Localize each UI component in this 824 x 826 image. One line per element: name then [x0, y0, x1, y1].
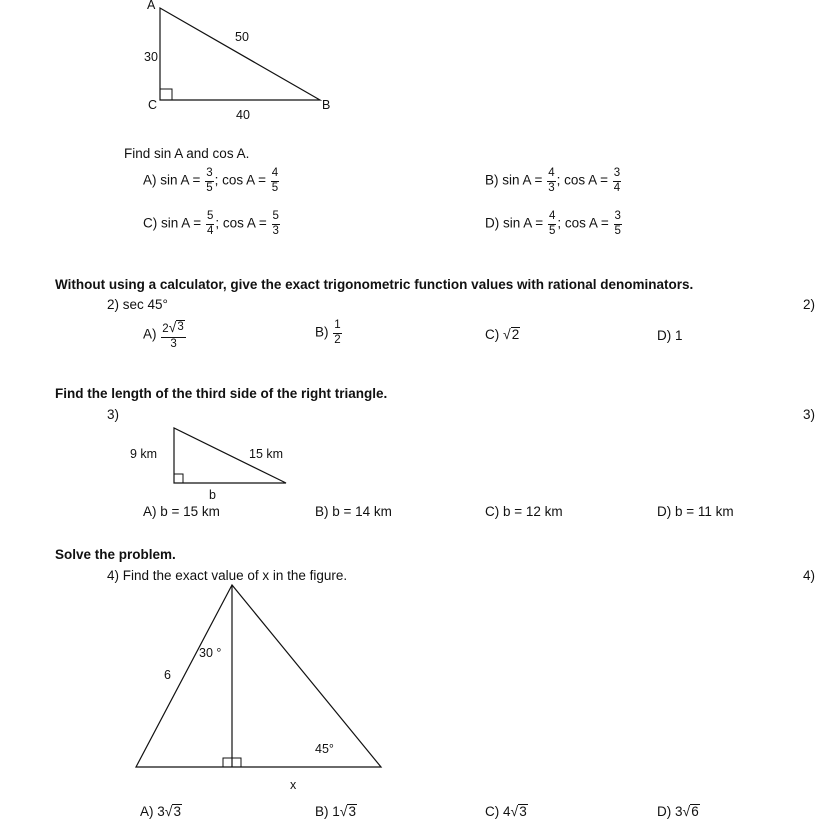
cos-numerator: 4	[271, 168, 279, 182]
choice-value: 1	[675, 328, 683, 343]
cos-denominator: 4	[613, 181, 621, 194]
question2-choice-d[interactable]	[657, 328, 683, 343]
radicand: 3	[177, 321, 184, 333]
choice-letter: D)	[485, 215, 500, 231]
question-number: 4)	[107, 568, 120, 583]
choice-letter: D)	[657, 328, 672, 343]
base-label: b	[209, 488, 216, 502]
question2	[107, 297, 168, 312]
question2-choice-c[interactable]	[485, 327, 520, 342]
question-number: 2)	[107, 297, 120, 312]
question3-choice-d[interactable]: D) b = 11 km	[657, 504, 734, 519]
base-x-label: x	[290, 778, 297, 790]
coefficient: 4	[503, 804, 511, 819]
sin-fraction	[205, 168, 213, 194]
question-text: sec 45°	[122, 297, 168, 312]
radicand: 3	[173, 804, 181, 819]
fraction-numerator	[161, 320, 186, 338]
problem1-choice-c[interactable]	[143, 211, 281, 237]
sin-prefix: sin A =	[160, 172, 201, 188]
answer-fraction	[333, 320, 341, 346]
sin-numerator: 5	[206, 211, 214, 225]
cos-prefix: ; cos A =	[556, 172, 609, 188]
sin-numerator: 4	[547, 168, 555, 182]
fraction-denominator: 3	[170, 337, 177, 350]
cos-fraction	[614, 211, 622, 237]
choice-letter: C)	[143, 215, 158, 231]
radical: √ 6	[682, 803, 699, 819]
coefficient: 3	[675, 804, 683, 819]
question2-choice-b[interactable]	[315, 320, 343, 346]
coefficient: 1	[332, 804, 340, 819]
radicand: 3	[519, 804, 527, 819]
triangle-figure-1	[0, 0, 340, 130]
choice-letter: A)	[143, 172, 157, 188]
fraction-numerator: 1	[333, 320, 341, 334]
cos-prefix: ; cos A =	[557, 215, 609, 231]
vertex-b-label: B	[322, 98, 331, 112]
coefficient: 3	[157, 804, 165, 819]
question4-choice-a[interactable]	[140, 804, 182, 819]
problem1-choice-b[interactable]	[485, 168, 622, 194]
cos-numerator: 5	[272, 211, 280, 225]
question4-choice-b[interactable]	[315, 804, 357, 819]
margin-number-3: 3)	[803, 407, 816, 422]
side-ac-label: 30	[144, 50, 158, 64]
side-ab-label: 50	[235, 30, 249, 44]
leg-label: 9 km	[130, 447, 158, 461]
cos-prefix: ; cos A =	[214, 172, 267, 188]
radical: √ 3	[168, 319, 184, 335]
side-label: 6	[164, 668, 171, 682]
sin-fraction	[206, 211, 214, 237]
sin-denominator: 3	[548, 181, 555, 194]
cos-prefix: ; cos A =	[215, 215, 267, 231]
radicand: 3	[348, 804, 356, 819]
question3-choice-c[interactable]: C) b = 12 km	[485, 504, 563, 519]
choice-letter: B)	[485, 172, 499, 188]
cos-denominator: 5	[271, 181, 279, 194]
radicand: 2	[511, 327, 520, 342]
cos-numerator: 3	[613, 168, 621, 182]
answer-fraction	[161, 320, 186, 350]
triangle-figure-4	[120, 575, 400, 790]
choice-letter: C)	[485, 327, 500, 342]
cos-fraction	[272, 211, 280, 237]
choice-letter: B)	[315, 324, 329, 340]
cos-denominator: 3	[272, 224, 279, 237]
sin-fraction	[548, 211, 556, 237]
choice-letter: D)	[657, 804, 672, 819]
margin-number-4: 4)	[803, 568, 816, 583]
side-cb-label: 40	[236, 108, 250, 122]
question-text: Find the exact value of x in the figure.	[122, 568, 348, 583]
section4-heading: Solve the problem.	[55, 547, 176, 562]
radical: √ 3	[510, 803, 527, 819]
triangle-figure-3	[120, 420, 310, 505]
sin-fraction	[547, 168, 555, 194]
section2-heading: Without using a calculator, give the exact trigonometric function values with rational denominators.	[55, 277, 694, 292]
vertex-c-label: C	[148, 98, 158, 112]
cos-numerator: 3	[614, 211, 622, 225]
choice-letter: C)	[485, 804, 500, 819]
choice-letter: A)	[140, 804, 154, 819]
fraction-denominator: 2	[334, 333, 341, 346]
question4-choice-c[interactable]	[485, 804, 528, 819]
radicand: 6	[691, 804, 699, 819]
sin-denominator: 5	[548, 224, 556, 237]
cos-fraction	[613, 168, 621, 194]
sin-denominator: 5	[206, 181, 213, 194]
problem1-choice-a[interactable]	[143, 168, 280, 194]
sin-prefix: sin A =	[161, 215, 202, 231]
angle-30-label: 30 °	[199, 646, 222, 660]
vertex-a-label: A	[147, 0, 156, 12]
section3-heading: Find the length of the third side of the right triangle.	[55, 386, 388, 401]
sin-prefix: sin A =	[502, 172, 543, 188]
problem1-choice-d[interactable]	[485, 211, 623, 237]
radical: √ 2	[503, 326, 520, 342]
margin-number-2: 2)	[803, 297, 816, 312]
question3-choice-a[interactable]: A) b = 15 km	[143, 504, 220, 519]
radical: √ 3	[164, 803, 181, 819]
choice-letter: B)	[315, 804, 329, 819]
cos-denominator: 5	[614, 224, 621, 237]
radical: √ 3	[339, 803, 356, 819]
problem1-prompt: Find sin A and cos A.	[124, 146, 250, 161]
choice-letter: A)	[143, 326, 157, 342]
angle-45-label: 45°	[315, 742, 334, 756]
coefficient: 2	[162, 323, 169, 335]
question2-choice-a[interactable]	[143, 320, 187, 350]
sin-denominator: 4	[206, 224, 214, 237]
hypotenuse-label: 15 km	[249, 447, 284, 461]
question3-choice-b[interactable]: B) b = 14 km	[315, 504, 392, 519]
sin-prefix: sin A =	[503, 215, 544, 231]
sin-numerator: 3	[205, 168, 213, 182]
cos-fraction	[271, 168, 279, 194]
question3-number: 3)	[107, 407, 120, 422]
sin-numerator: 4	[548, 211, 556, 225]
question4-choice-d[interactable]	[657, 804, 700, 819]
